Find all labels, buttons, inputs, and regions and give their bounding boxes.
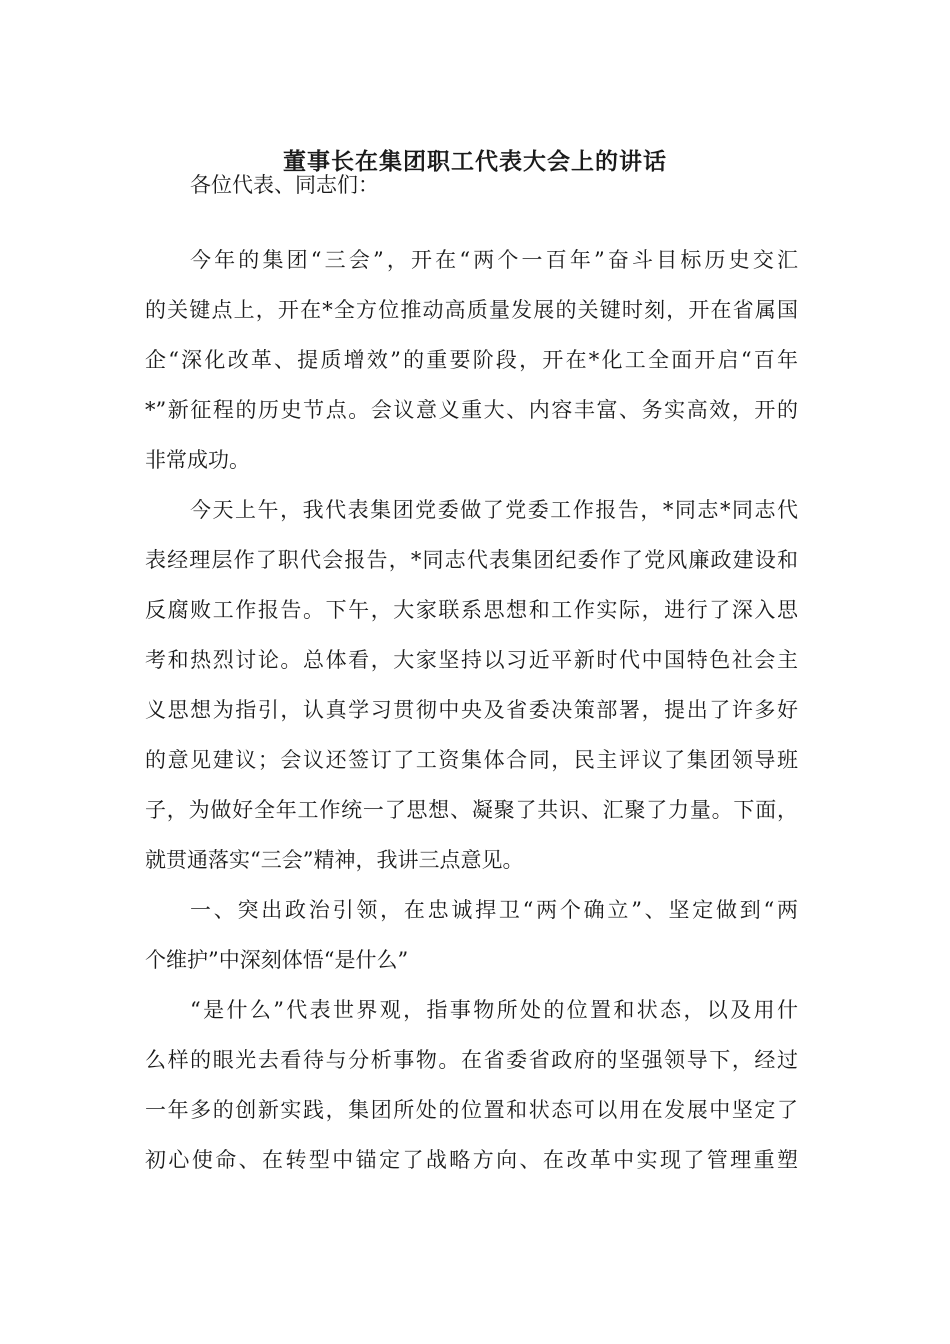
- paragraph-line: 的意见建议；会议还签订了工资集体合同，民主评议了集团领导班: [145, 748, 798, 772]
- paragraph-line: 今年的集团“三会”，开在“两个一百年”奋斗目标历史交汇: [190, 248, 798, 272]
- paragraph-line: 子，为做好全年工作统一了思想、凝聚了共识、汇聚了力量。下面，: [145, 798, 798, 822]
- paragraph-line: 非常成功。: [145, 448, 250, 472]
- paragraph-line: 的关键点上，开在*全方位推动高质量发展的关键时刻，开在省属国: [145, 298, 798, 322]
- paragraph-line: “是什么”代表世界观，指事物所处的位置和状态，以及用什: [190, 998, 798, 1022]
- paragraph-line: 考和热烈讨论。总体看，大家坚持以习近平新时代中国特色社会主: [145, 648, 798, 672]
- document-title: 董事长在集团职工代表大会上的讲话: [283, 148, 667, 175]
- paragraph-line: 企“深化改革、提质增效”的重要阶段，开在*化工全面开启“百年: [145, 348, 798, 372]
- paragraph-line: 反腐败工作报告。下午，大家联系思想和工作实际，进行了深入思: [145, 598, 798, 622]
- section-heading-line: 一、突出政治引领，在忠诚捍卫“两个确立”、坚定做到“两: [190, 898, 798, 922]
- paragraph-line: 么样的眼光去看待与分析事物。在省委省政府的坚强领导下，经过: [145, 1048, 798, 1072]
- salutation-line: 各位代表、同志们：: [190, 173, 379, 197]
- paragraph-line: 表经理层作了职代会报告，*同志代表集团纪委作了党风廉政建设和: [145, 548, 798, 572]
- paragraph-line: 就贯通落实“三会”精神，我讲三点意见。: [145, 848, 524, 872]
- paragraph-line: 义思想为指引，认真学习贯彻中央及省委决策部署，提出了许多好: [145, 698, 798, 722]
- paragraph-line: 一年多的创新实践，集团所处的位置和状态可以用在发展中坚定了: [145, 1098, 798, 1122]
- paragraph-line: 初心使命、在转型中锚定了战略方向、在改革中实现了管理重塑: [145, 1148, 798, 1172]
- paragraph-line: *”新征程的历史节点。会议意义重大、内容丰富、务实高效，开的: [145, 398, 798, 422]
- section-heading-line: 个维护”中深刻体悟“是什么”: [145, 948, 409, 972]
- paragraph-line: 今天上午，我代表集团党委做了党委工作报告，*同志*同志代: [190, 498, 798, 522]
